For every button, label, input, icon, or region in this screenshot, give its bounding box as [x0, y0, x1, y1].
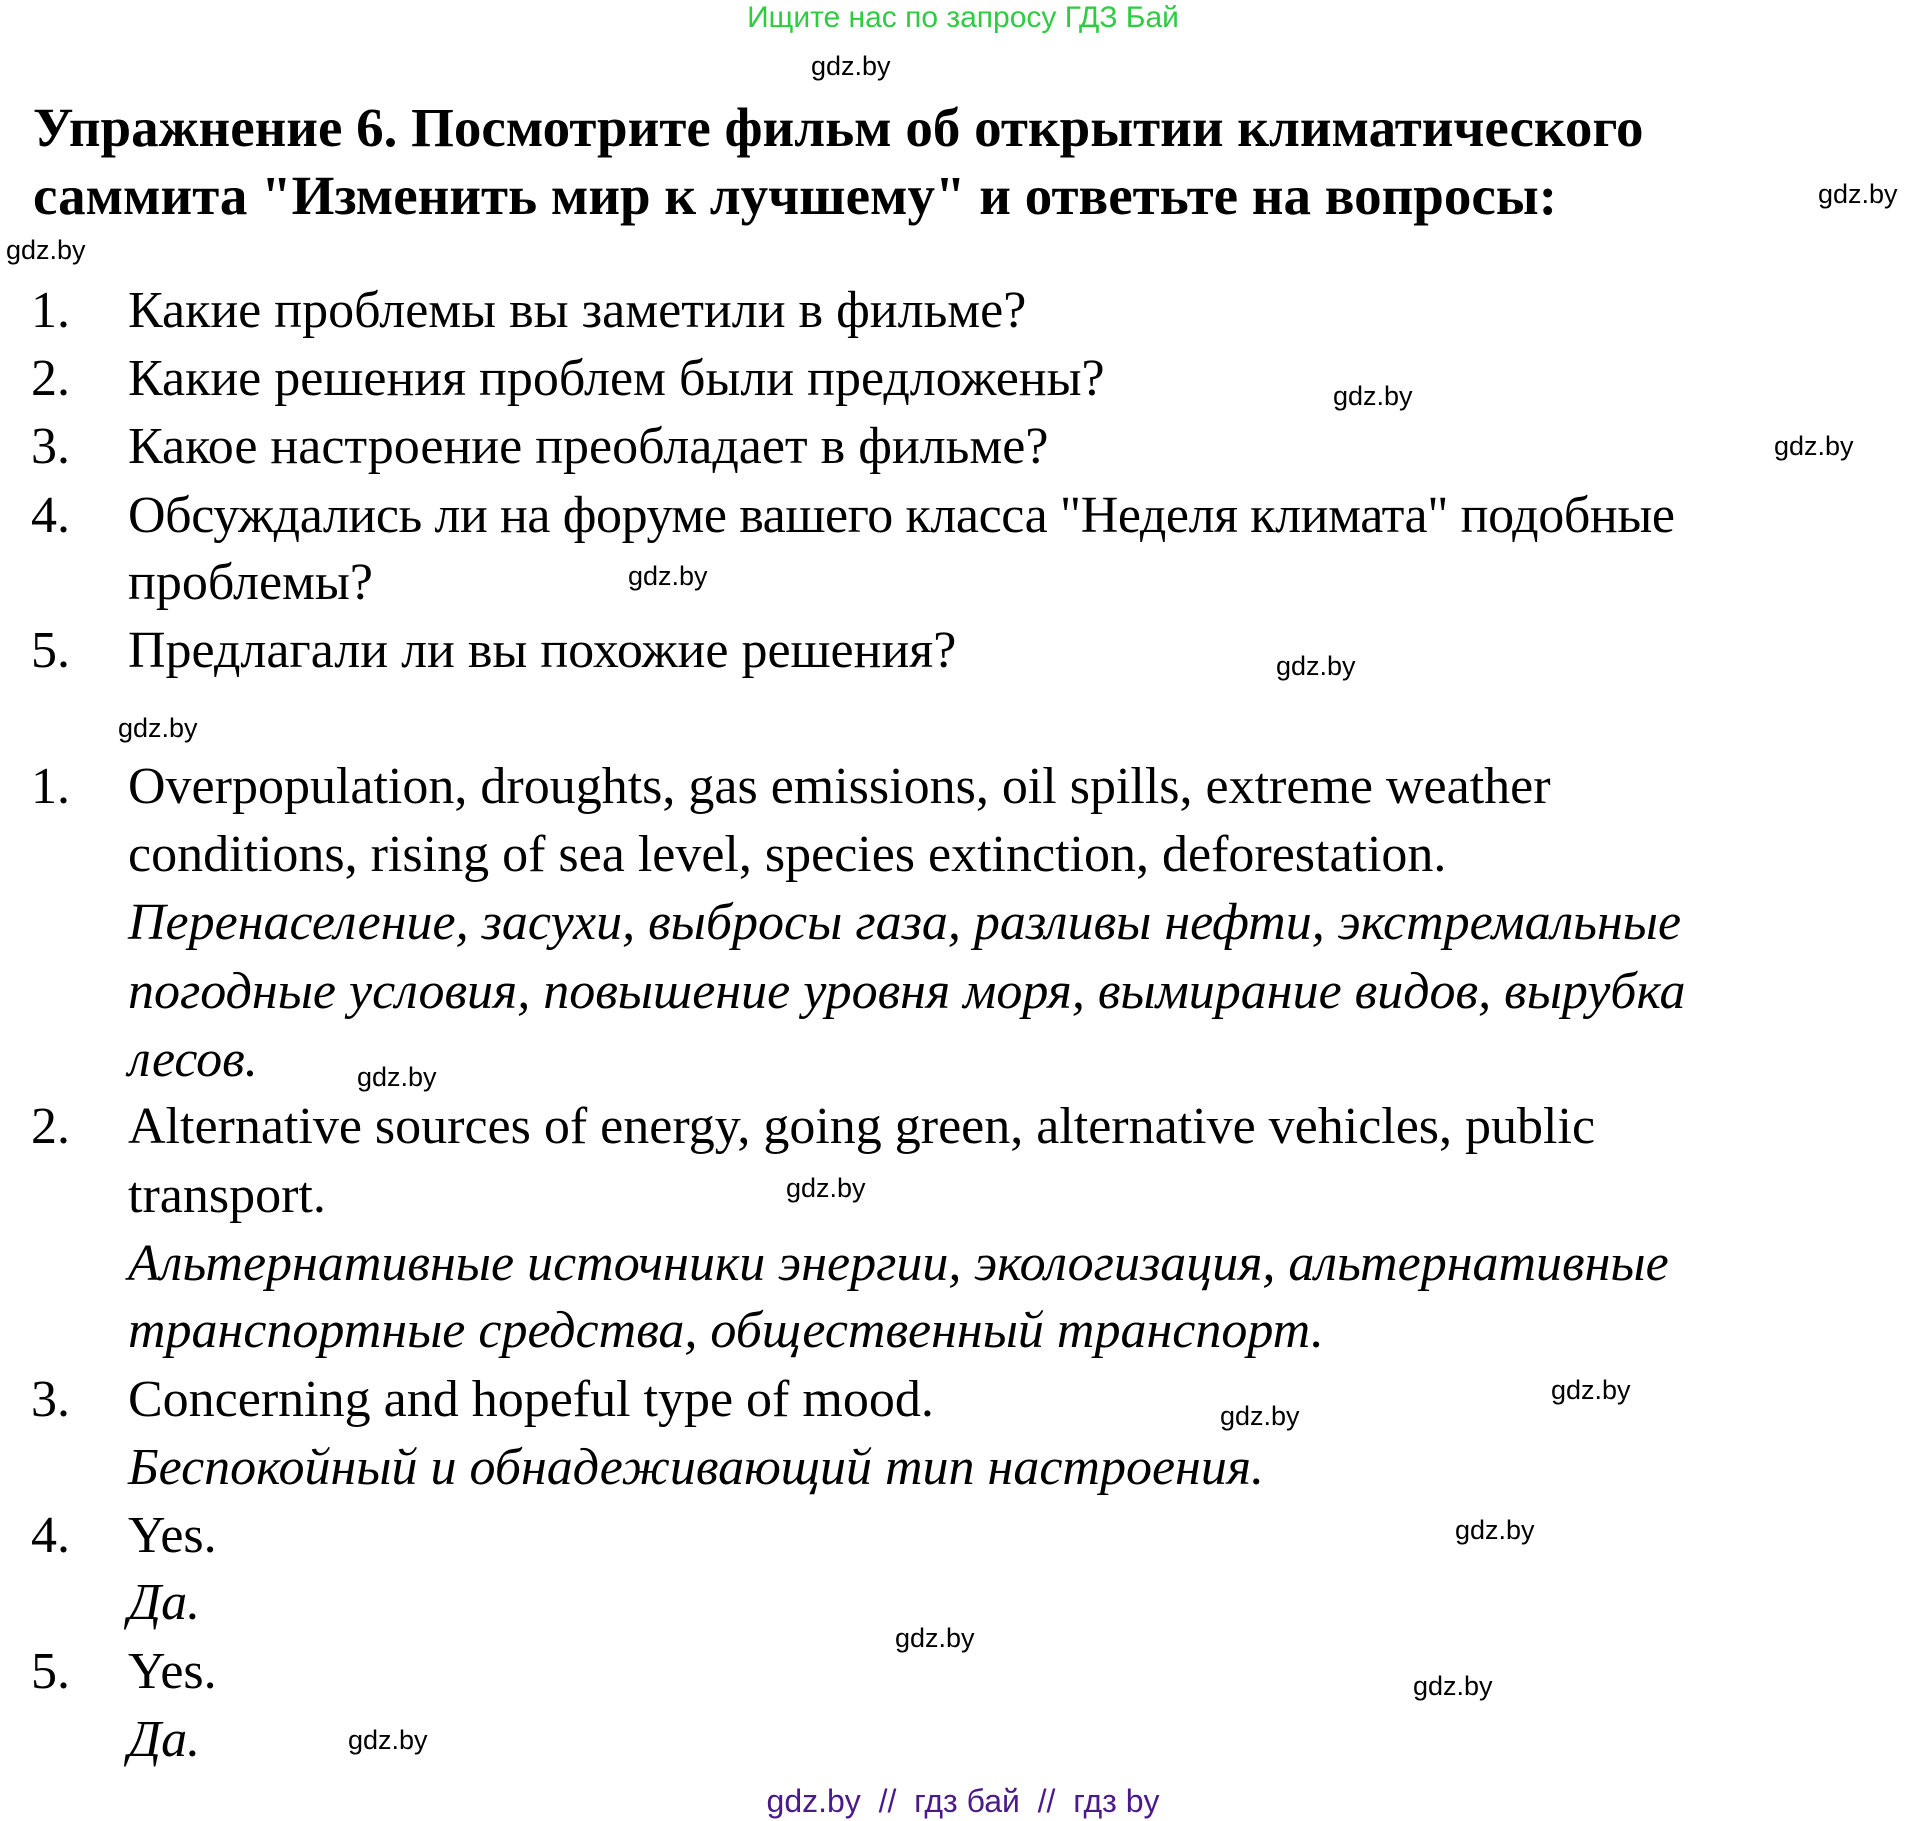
answer-number: 4. — [31, 1507, 70, 1564]
answer-number: 3. — [31, 1371, 70, 1428]
answer-russian: Беспокойный и обнадеживающий тип настроения. — [128, 1439, 1265, 1496]
question-number: 4. — [31, 487, 70, 544]
answer-russian: Да. — [128, 1711, 201, 1768]
footer-links: gdz.by // гдз бай // гдз by — [766, 1783, 1160, 1819]
answer-russian: Перенаселение, засухи, выбросы газа, разливы нефти, экстремальные — [128, 894, 1682, 951]
exercise-title-line-2: саммита "Изменить мир к лучшему" и ответьте на вопросы: — [33, 165, 1558, 226]
question-text: Предлагали ли вы похожие решения? — [128, 622, 957, 679]
question-text: Обсуждались ли на форуме вашего класса "Неделя климата" подобные — [128, 487, 1675, 544]
watermark: gdz.by — [357, 1062, 437, 1092]
question-text: Какие решения проблем были предложены? — [128, 350, 1105, 407]
answer-english: transport. — [128, 1167, 326, 1224]
answer-english: Overpopulation, droughts, gas emissions, oil spills, extreme weather — [128, 758, 1551, 815]
exercise-title-line-1: Упражнение 6. Посмотрите фильм об открытии климатического — [33, 97, 1644, 158]
watermark: gdz.by — [895, 1623, 975, 1653]
answer-russian: Да. — [128, 1574, 201, 1631]
answer-english: conditions, rising of sea level, species extinction, deforestation. — [128, 826, 1447, 883]
answer-russian: Альтернативные источники энергии, экологизация, альтернативные — [128, 1235, 1669, 1292]
answer-russian: лесов. — [128, 1031, 258, 1088]
watermark: gdz.by — [1774, 431, 1854, 461]
watermark: gdz.by — [1413, 1671, 1493, 1701]
watermark: gdz.by — [1276, 651, 1356, 681]
watermark: gdz.by — [6, 235, 86, 265]
question-text: Какое настроение преобладает в фильме? — [128, 418, 1049, 475]
watermark: gdz.by — [348, 1725, 428, 1755]
watermark: gdz.by — [1333, 381, 1413, 411]
answer-english: Yes. — [128, 1643, 217, 1700]
watermark: gdz.by — [1818, 179, 1898, 209]
answer-russian: погодные условия, повышение уровня моря, вымирание видов, вырубка — [128, 963, 1686, 1020]
watermark: gdz.by — [811, 51, 891, 81]
watermark: gdz.by — [786, 1173, 866, 1203]
question-number: 1. — [31, 282, 70, 339]
question-text: Какие проблемы вы заметили в фильме? — [128, 282, 1027, 339]
search-banner: Ищите нас по запросу ГДЗ Бай — [747, 1, 1179, 34]
watermark: gdz.by — [1551, 1375, 1631, 1405]
answer-russian: транспортные средства, общественный транспорт. — [128, 1302, 1324, 1359]
answer-english: Alternative sources of energy, going green, alternative vehicles, public — [128, 1098, 1596, 1155]
question-number: 2. — [31, 350, 70, 407]
answer-number: 1. — [31, 758, 70, 815]
watermark: gdz.by — [628, 561, 708, 591]
watermark: gdz.by — [1455, 1515, 1535, 1545]
watermark: gdz.by — [118, 713, 198, 743]
watermark: gdz.by — [1220, 1401, 1300, 1431]
answer-number: 2. — [31, 1098, 70, 1155]
question-number: 3. — [31, 418, 70, 475]
answer-english: Yes. — [128, 1507, 217, 1564]
question-text: проблемы? — [128, 554, 373, 611]
answer-english: Concerning and hopeful type of mood. — [128, 1371, 934, 1428]
question-number: 5. — [31, 622, 70, 679]
answer-number: 5. — [31, 1643, 70, 1700]
